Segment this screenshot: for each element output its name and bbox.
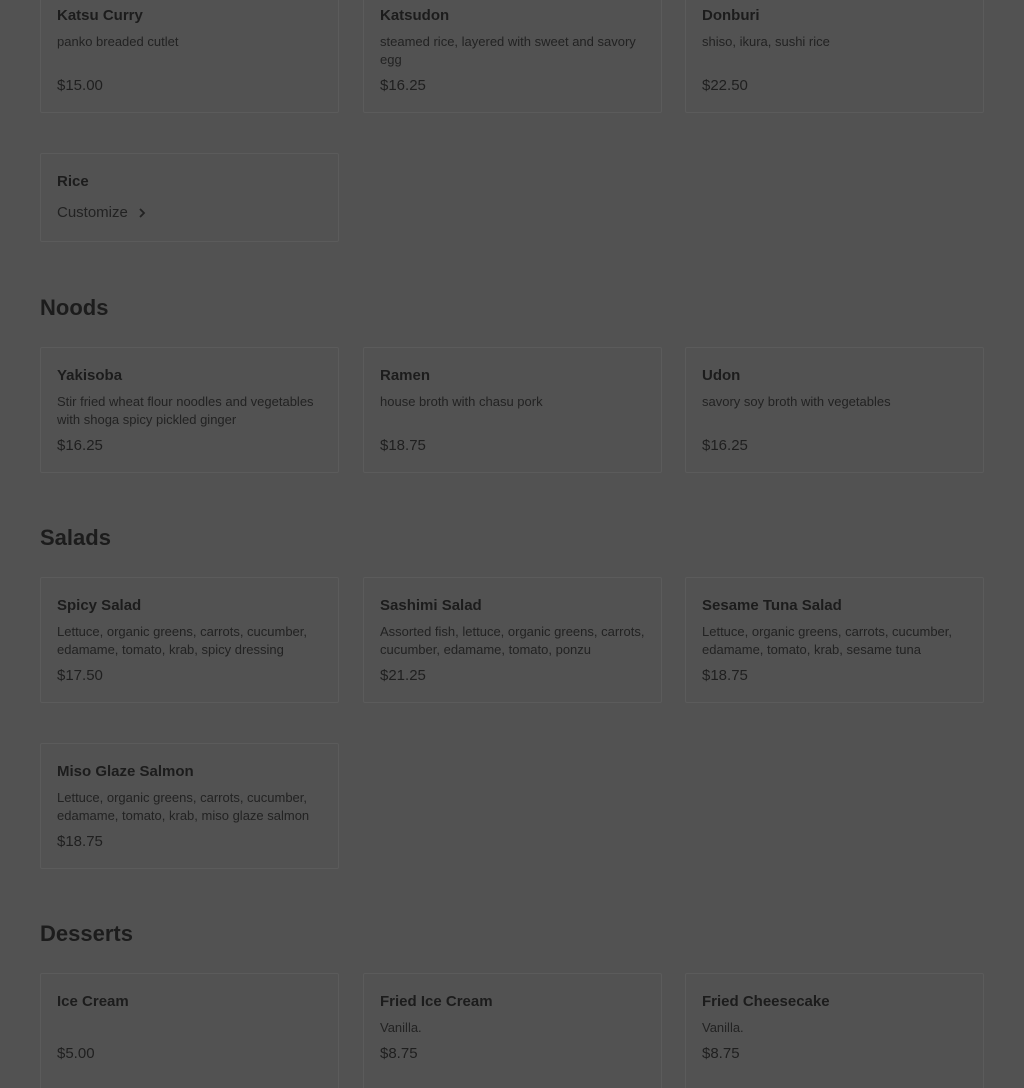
menu-item-name: Katsu Curry bbox=[57, 7, 143, 24]
menu-item-price: $5.00 bbox=[57, 1045, 95, 1062]
menu-item-price: $17.50 bbox=[57, 667, 103, 684]
menu-item-name: Fried Cheesecake bbox=[702, 993, 830, 1010]
menu-item-description: Vanilla. bbox=[702, 1020, 744, 1035]
menu-item-card[interactable] bbox=[40, 743, 339, 869]
menu-item-name: Ice Cream bbox=[57, 993, 129, 1010]
menu-item-name: Donburi bbox=[702, 7, 760, 24]
menu-item-name: Yakisoba bbox=[57, 367, 123, 384]
menu-item-price: $22.50 bbox=[702, 77, 748, 94]
menu-item-price: $18.75 bbox=[702, 667, 748, 684]
menu-item-card[interactable] bbox=[40, 973, 339, 1088]
menu-item-card[interactable] bbox=[363, 973, 662, 1088]
menu-item-description: house broth with chasu pork bbox=[380, 394, 543, 409]
menu-item-description: shiso, ikura, sushi rice bbox=[702, 34, 830, 49]
menu-item-name: Miso Glaze Salmon bbox=[57, 763, 194, 780]
menu-item-price: $18.75 bbox=[57, 833, 103, 850]
section-title-desserts: Desserts bbox=[40, 921, 133, 946]
menu-item-name: Sesame Tuna Salad bbox=[702, 597, 842, 614]
menu-item-price: $8.75 bbox=[380, 1045, 418, 1062]
menu-item-name: Rice bbox=[57, 173, 89, 190]
menu-item-price: $8.75 bbox=[702, 1045, 740, 1062]
section-title-salads: Salads bbox=[40, 525, 111, 550]
menu-item-name: Sashimi Salad bbox=[380, 597, 482, 614]
menu-item-card[interactable] bbox=[40, 577, 339, 703]
menu-item-card[interactable] bbox=[685, 0, 984, 113]
menu-item-description: Lettuce, organic greens, carrots, cucumber, edamame, tomato, krab, sesame tuna bbox=[702, 624, 953, 657]
customize-link[interactable] bbox=[57, 204, 148, 221]
menu-item-name: Spicy Salad bbox=[57, 597, 142, 614]
menu-item-card[interactable] bbox=[685, 973, 984, 1088]
chevron-right-icon bbox=[136, 207, 148, 219]
menu-item-card[interactable] bbox=[40, 347, 339, 473]
menu-item-price: $21.25 bbox=[380, 667, 426, 684]
customize-label: Customize bbox=[57, 204, 128, 221]
menu-item-name: Katsudon bbox=[380, 7, 450, 24]
menu-item-description: savory soy broth with vegetables bbox=[702, 394, 891, 409]
menu-item-description: Assorted fish, lettuce, organic greens, carrots, cucumber, edamame, tomato, ponzu bbox=[380, 624, 645, 657]
menu-item-description: Lettuce, organic greens, carrots, cucumber, edamame, tomato, krab, spicy dressing bbox=[57, 624, 308, 657]
menu-item-price: $18.75 bbox=[380, 437, 426, 454]
menu-item-card[interactable] bbox=[363, 577, 662, 703]
menu-item-description: panko breaded cutlet bbox=[57, 34, 179, 49]
menu-item-description: Stir fried wheat flour noodles and vegetables with shoga spicy pickled ginger bbox=[57, 394, 314, 427]
menu-item-price: $16.25 bbox=[702, 437, 748, 454]
menu-item-card[interactable] bbox=[363, 347, 662, 473]
menu-item-description: Lettuce, organic greens, carrots, cucumber, edamame, tomato, krab, miso glaze salmon bbox=[57, 790, 310, 823]
menu-item-card[interactable] bbox=[40, 153, 339, 242]
menu-item-card[interactable] bbox=[685, 347, 984, 473]
menu-item-card[interactable] bbox=[363, 0, 662, 113]
menu-item-price: $16.25 bbox=[380, 77, 426, 94]
menu-item-description: steamed rice, layered with sweet and savory egg bbox=[380, 34, 636, 67]
menu-item-price: $15.00 bbox=[57, 77, 103, 94]
menu-item-name: Ramen bbox=[380, 367, 431, 384]
menu-item-name: Fried Ice Cream bbox=[380, 993, 493, 1010]
section-title-noods: Noods bbox=[40, 295, 109, 320]
menu-item-description: Vanilla. bbox=[380, 1020, 422, 1035]
menu-item-card[interactable] bbox=[40, 0, 339, 113]
menu-item-name: Udon bbox=[702, 367, 741, 384]
menu-item-card[interactable] bbox=[685, 577, 984, 703]
menu-item-price: $16.25 bbox=[57, 437, 103, 454]
